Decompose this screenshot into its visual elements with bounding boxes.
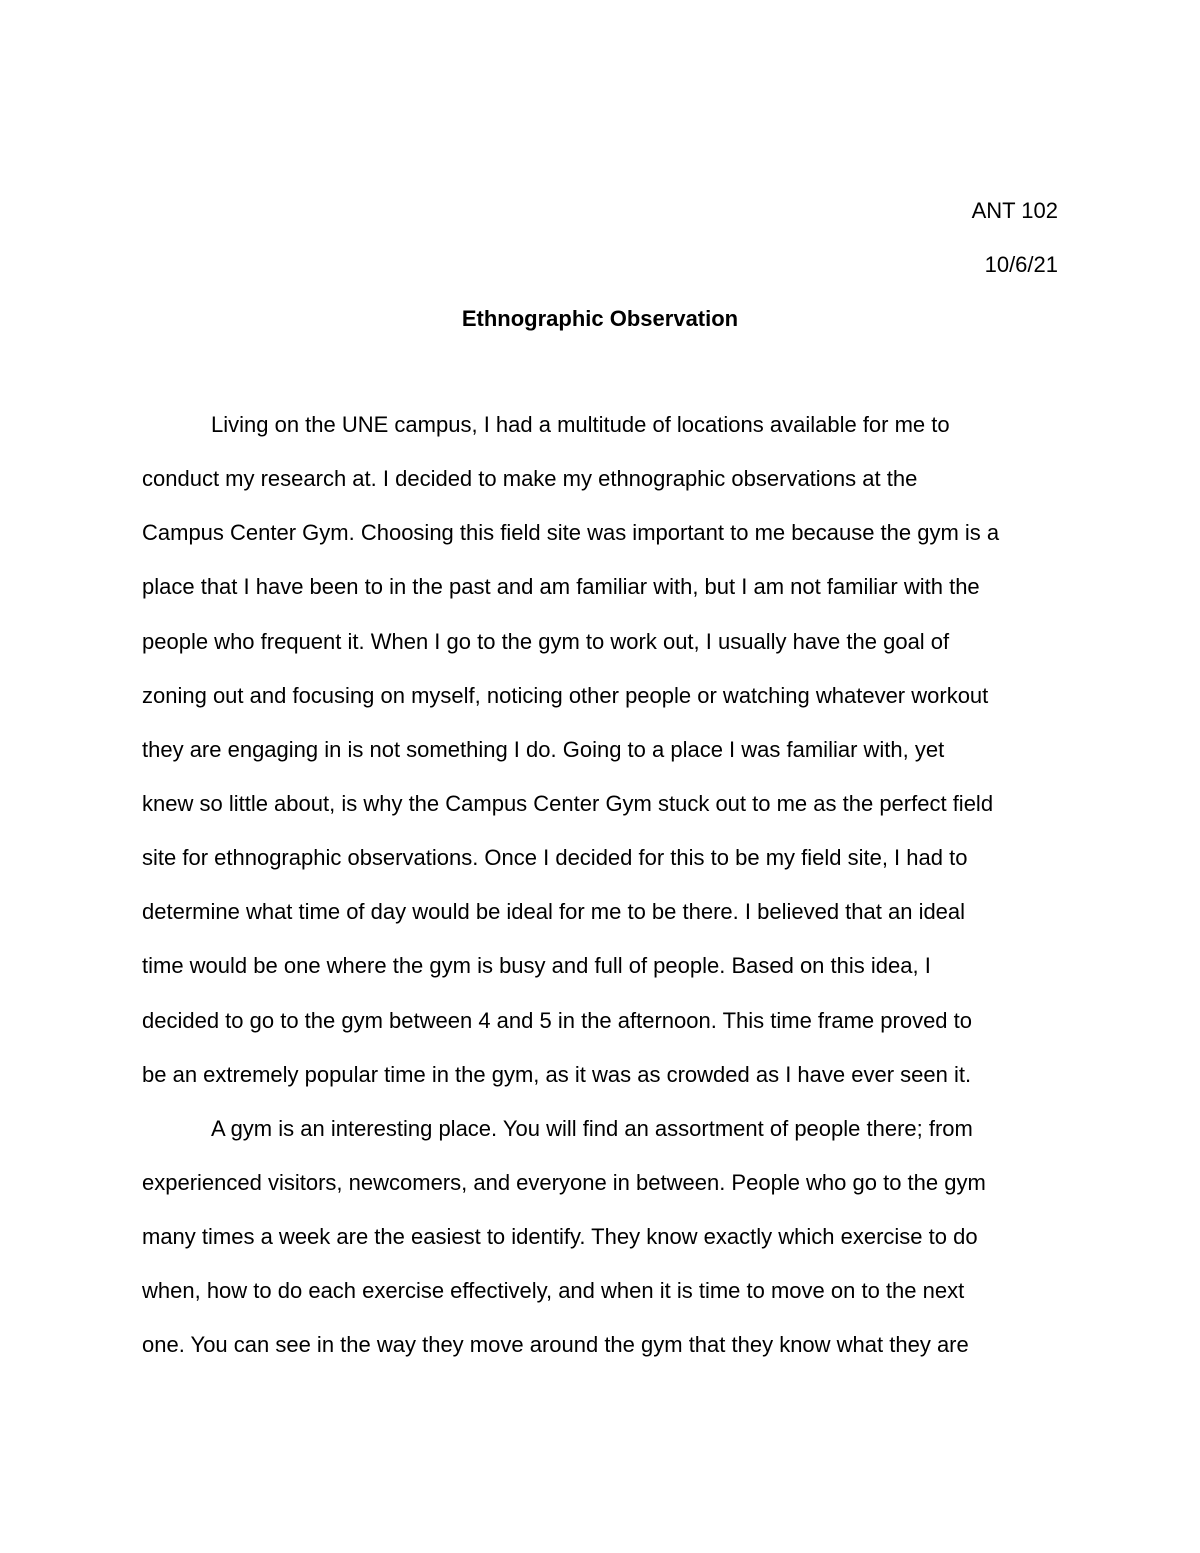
body-line: time would be one where the gym is busy and full of people. Based on this idea, I [142, 953, 931, 979]
body-line: when, how to do each exercise effectively, and when it is time to move on to the next [142, 1278, 965, 1304]
body-line: one. You can see in the way they move around the gym that they know what they are [142, 1332, 969, 1358]
body-line: they are engaging in is not something I do. Going to a place I was familiar with, yet [142, 736, 945, 762]
body-line: conduct my research at. I decided to make my ethnographic observations at the [142, 466, 918, 492]
document-title: Ethnographic Observation [461, 306, 739, 331]
body-line: experienced visitors, newcomers, and everyone in between. People who go to the gym [142, 1169, 986, 1195]
body-line: determine what time of day would be ideal for me to be there. I believed that an ideal [142, 899, 966, 925]
body-line: knew so little about, is why the Campus Center Gym stuck out to me as the perfect field [142, 790, 994, 816]
date-header: 10/6/21 [984, 252, 1058, 277]
body-line: decided to go to the gym between 4 and 5 in the afternoon. This time frame proved to [142, 1007, 972, 1033]
body-line: place that I have been to in the past and am familiar with, but I am not familiar with the [142, 574, 980, 600]
body-line: Living on the UNE campus, I had a multitude of locations available for me to [211, 412, 950, 437]
body-line: be an extremely popular time in the gym, as it was as crowded as I have ever seen it. [142, 1061, 972, 1087]
body-line: A gym is an interesting place. You will find an assortment of people there; from [211, 1115, 973, 1141]
course-header: ANT 102 [971, 198, 1058, 223]
body-line: site for ethnographic observations. Once I decided for this to be my field site, I had to [142, 845, 968, 871]
body-line: zoning out and focusing on myself, noticing other people or watching whatever workout [142, 682, 989, 708]
body-line: many times a week are the easiest to identify. They know exactly which exercise to do [142, 1224, 978, 1250]
body-line: Campus Center Gym. Choosing this field site was important to me because the gym is a [142, 520, 1000, 546]
document-body [142, 410, 1062, 1385]
body-line: people who frequent it. When I go to the gym to work out, I usually have the goal of [142, 628, 950, 654]
